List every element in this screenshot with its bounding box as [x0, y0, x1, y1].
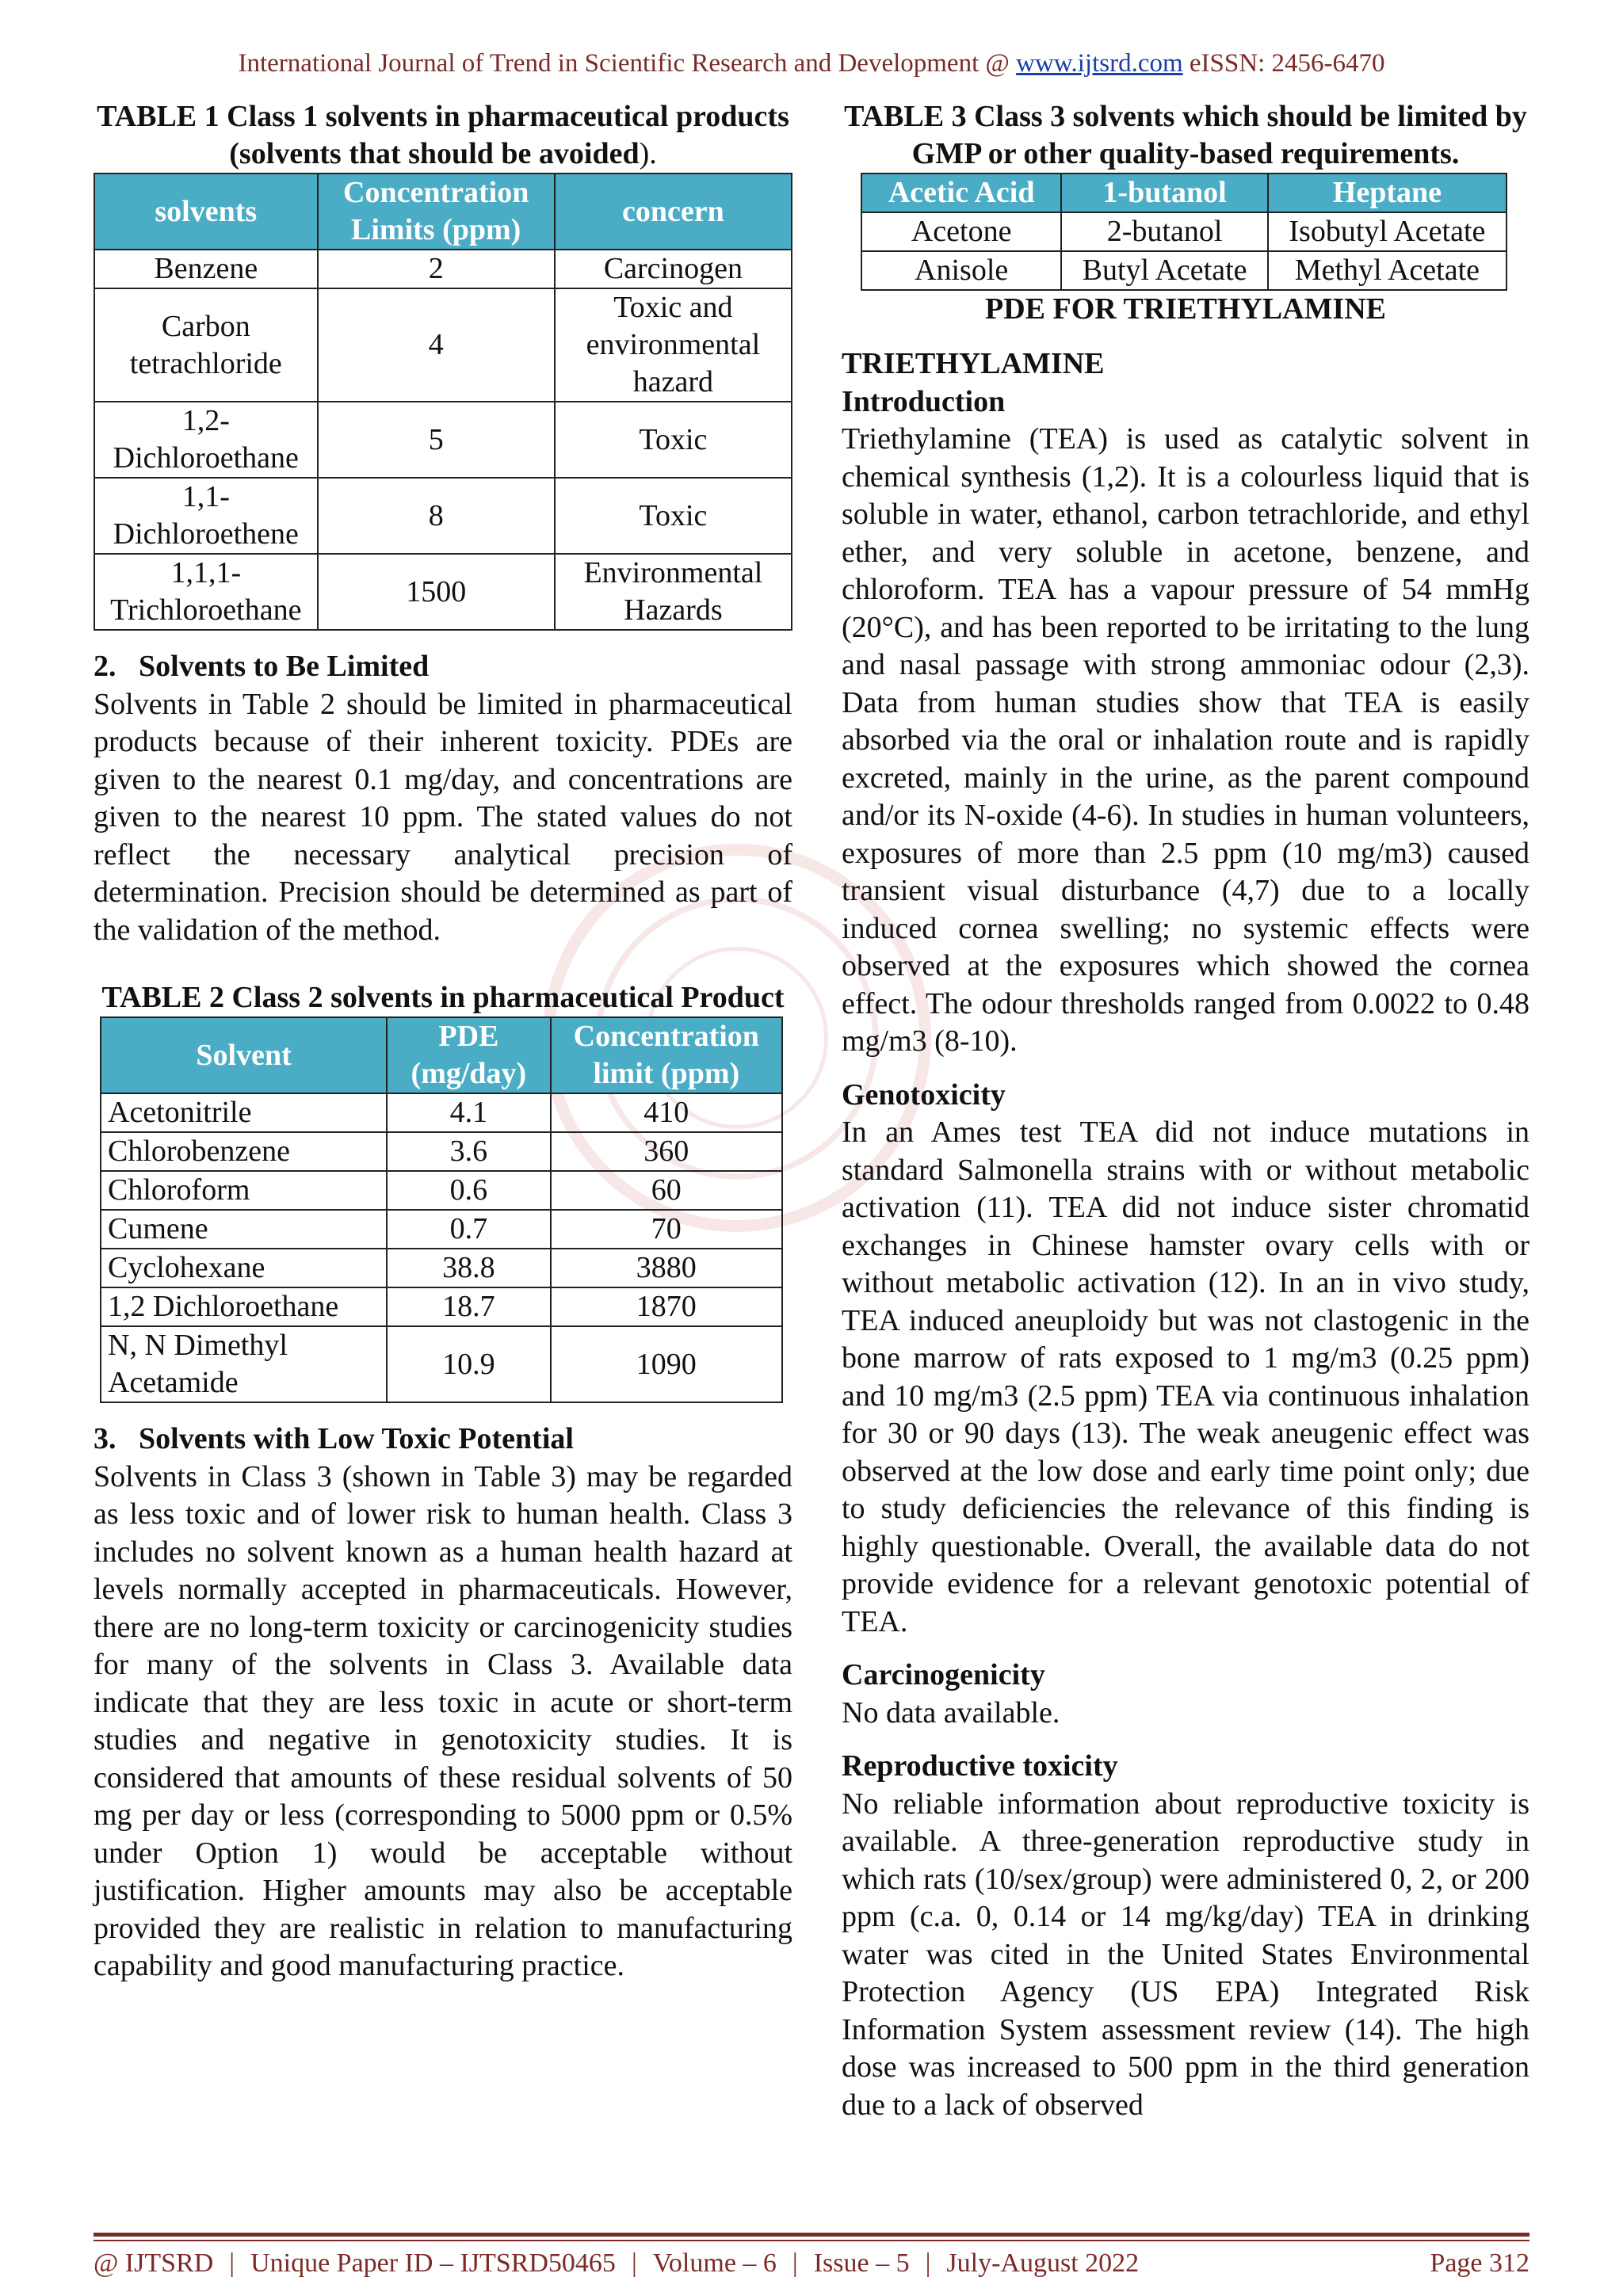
table-row: [101, 1093, 782, 1132]
table-row: [861, 251, 1507, 290]
table3-caption: TABLE 3 Class 3 solvents which should be limited by GMP or other quality-based requirements.: [844, 100, 1527, 170]
table-cell: Methyl Acetate: [1268, 251, 1507, 290]
table-header-cell: 1-butanol: [1061, 174, 1267, 212]
table-cell: 0.7: [387, 1210, 550, 1249]
table-cell: Environmental Hazards: [555, 554, 792, 630]
table-cell: Acetonitrile: [101, 1093, 387, 1132]
table-cell: 3880: [551, 1249, 782, 1287]
table-cell: Toxic and environmental hazard: [555, 288, 792, 402]
table-cell: Benzene: [94, 250, 318, 288]
table1-caption-text: TABLE 1 Class 1 solvents in pharmaceutical products (solvents that should be avoided: [97, 100, 789, 170]
eissn: eISSN: 2456-6470: [1189, 49, 1385, 78]
table2-class2-solvents: [100, 1016, 783, 1403]
footer-separator: |: [792, 2248, 798, 2278]
table-cell: N, N Dimethyl Acetamide: [101, 1326, 387, 1402]
table-cell: 1,2-Dichloroethane: [94, 402, 318, 478]
table-header-cell: PDE (mg/day): [387, 1017, 550, 1093]
table-header-cell: Solvent: [101, 1017, 387, 1093]
table-row: [94, 250, 792, 288]
table-row: [101, 1132, 782, 1171]
table-cell: Cumene: [101, 1210, 387, 1249]
table-cell: 8: [318, 478, 555, 554]
table-cell: Acetone: [861, 212, 1061, 251]
footer-separator: |: [925, 2248, 931, 2278]
section-3-heading: 3. Solvents with Low Toxic Potential: [94, 1422, 574, 1455]
table-cell: Isobutyl Acetate: [1268, 212, 1507, 251]
table2-caption: TABLE 2 Class 2 solvents in pharmaceutical Product: [101, 981, 785, 1014]
footer-rule-thick: [94, 2233, 1529, 2237]
footer-volume: Volume – 6: [652, 2248, 777, 2278]
table-cell: Carcinogen: [555, 250, 792, 288]
table-cell: 1500: [318, 554, 555, 630]
table-cell: 70: [551, 1210, 782, 1249]
section-2-paragraph: Solvents in Table 2 should be limited in pharmaceutical products because of their inherent toxicity. PDEs are given to the nearest 0.1 mg/day, and concentrations are given to the nearest 10 ppm. The stated values do not reflect the necessary analytical precision of determination. Precision should be determined as part of the validation of the method.: [94, 687, 792, 947]
table-header-cell: Concentration Limits (ppm): [318, 174, 555, 250]
table-row: [94, 402, 792, 478]
running-header: [0, 49, 1623, 78]
table-cell: Cyclohexane: [101, 1249, 387, 1287]
table-cell: 1,1,1-Trichloroethane: [94, 554, 318, 630]
carcinogenicity-heading: Carcinogenicity: [842, 1658, 1045, 1691]
introduction-heading: Introduction: [842, 384, 1006, 418]
table-row: [94, 288, 792, 402]
table-row: [861, 212, 1507, 251]
table-cell: 3.6: [387, 1132, 550, 1171]
reproductive-toxicity-heading: Reproductive toxicity: [842, 1749, 1118, 1783]
footer-paper-id: Unique Paper ID – IJTSRD50465: [250, 2248, 616, 2278]
table1-caption: [94, 98, 792, 173]
left-column: [94, 98, 792, 1985]
right-column: [842, 98, 1529, 2124]
table-header-cell: Concentration limit (ppm): [551, 1017, 782, 1093]
table-cell: 38.8: [387, 1249, 550, 1287]
table-row: [94, 478, 792, 554]
table-cell: 4: [318, 288, 555, 402]
table-row: [101, 1326, 782, 1402]
table-header-cell: Heptane: [1268, 174, 1507, 212]
table-row: [101, 1287, 782, 1326]
journal-name: International Journal of Trend in Scientific Research and Development @: [238, 49, 1010, 78]
table-cell: Chlorobenzene: [101, 1132, 387, 1171]
table-cell: Chloroform: [101, 1171, 387, 1210]
table-header-cell: solvents: [94, 174, 318, 250]
table-cell: Anisole: [861, 251, 1061, 290]
page-number: Page 312: [1430, 2248, 1529, 2278]
footer-date: July-August 2022: [946, 2248, 1140, 2278]
footer-journal: @ IJTSRD: [94, 2248, 214, 2278]
genotoxicity-heading: Genotoxicity: [842, 1077, 1006, 1112]
table-cell: 2: [318, 250, 555, 288]
table-header-cell: concern: [555, 174, 792, 250]
footer-issue: Issue – 5: [813, 2248, 910, 2278]
carcinogenicity-paragraph: No data available.: [842, 1695, 1060, 1730]
table-cell: 18.7: [387, 1287, 550, 1326]
table-header-cell: Acetic Acid: [861, 174, 1061, 212]
table-cell: 1090: [551, 1326, 782, 1402]
table-cell: Butyl Acetate: [1061, 251, 1267, 290]
table1-class1-solvents: [94, 173, 792, 631]
introduction-paragraph: Triethylamine (TEA) is used as catalytic solvent in chemical synthesis (1,2). It is a colourless liquid that is soluble in water, ethanol, carbon tetrachloride, and ethyl ether, and very soluble in acetone, benzene, and chloroform. TEA has a vapour pressure of 54 mmHg (20°C), and has been reported to be irritating to the lung and nasal passage with strong ammoniac odour (2,3). Data from human studies show that TEA is easily absorbed via the oral or inhalation route and is rapidly excreted, mainly in the urine, as the parent compound and/or its N-oxide (4-6). In studies in human volunteers, exposures of more than 2.5 ppm (10 mg/m3) caused transient visual disturbance (4,7) due to a locally induced cornea swelling; no systemic effects were observed at the exposures which showed the cornea effect. The odour thresholds ranged from 0.0022 to 0.48 mg/m3 (8-10).: [842, 422, 1529, 1058]
section-3-paragraph: Solvents in Class 3 (shown in Table 3) may be regarded as less toxic and of lower risk to human health. Class 3 includes no solvent known as a human health hazard at levels normally accepted in pharmaceuticals. However, there are no long-term toxicity or carcinogenicity studies for many of the solvents in Class 3. Available data indicate that they are less toxic in acute or short-term studies and negative in genotoxicity studies. It is considered that amounts of these residual solvents of 50 mg per day or less (corresponding to 5000 ppm or 0.5% under Option 1) would be acceptable without justification. Higher amounts may also be acceptable provided they are realistic in relation to manufacturing capability and good manufacturing practice.: [94, 1459, 792, 1982]
table-cell: 5: [318, 402, 555, 478]
table-row: [94, 554, 792, 630]
table-cell: Toxic: [555, 402, 792, 478]
table-cell: 0.6: [387, 1171, 550, 1210]
table-cell: 1870: [551, 1287, 782, 1326]
table1-caption-tail: ).: [639, 137, 657, 170]
table-cell: 4.1: [387, 1093, 550, 1132]
table-row: [101, 1171, 782, 1210]
table3-class3-solvents: [861, 173, 1507, 291]
reproductive-toxicity-paragraph: No reliable information about reproductive toxicity is available. A three-generation reproductive study in which rats (10/sex/group) were administered 0, 2, or 200 ppm (c.a. 0, 0.14 or 14 mg/kg/day) TEA in drinking water was cited in the United States Environmental Protection Agency (US EPA) Integrated Risk Information System assessment review (14). The high dose was increased to 500 ppm in the third generation due to a lack of observed: [842, 1787, 1529, 2122]
journal-url-link[interactable]: www.ijtsrd.com: [1016, 49, 1183, 78]
table-cell: Carbon tetrachloride: [94, 288, 318, 402]
page-footer: [94, 2248, 1529, 2279]
table-cell: Toxic: [555, 478, 792, 554]
section-2-heading: 2. Solvents to Be Limited: [94, 650, 430, 683]
tea-title: TRIETHYLAMINE: [842, 347, 1105, 380]
genotoxicity-paragraph: In an Ames test TEA did not induce mutations in standard Salmonella strains with or without metabolic activation (11). TEA did not induce sister chromatid exchanges in Chinese hamster ovary cells with or without metabolic activation (12). In an in vivo study, TEA induced aneuploidy but was not clastogenic in the bone marrow of rats exposed to 1 mg/m3 (0.25 ppm) and 10 mg/m3 (2.5 ppm) TEA via continuous inhalation for 30 or 90 days (13). The weak aneugenic effect was observed at the low dose and early time point only; due to study deficiencies the relevance of this finding is highly questionable. Overall, the available data do not provide evidence for a relevant genotoxic potential of TEA.: [842, 1116, 1529, 1638]
table-cell: 10.9: [387, 1326, 550, 1402]
pde-section-title: PDE FOR TRIETHYLAMINE: [984, 292, 1387, 326]
table-cell: 60: [551, 1171, 782, 1210]
footer-rule-thin: [94, 2240, 1529, 2241]
table-cell: 1,2 Dichloroethane: [101, 1287, 387, 1326]
table-cell: 360: [551, 1132, 782, 1171]
table-cell: 410: [551, 1093, 782, 1132]
table-row: [101, 1249, 782, 1287]
footer-separator: |: [631, 2248, 637, 2278]
footer-separator: |: [229, 2248, 235, 2278]
table-cell: 2-butanol: [1061, 212, 1267, 251]
table-cell: 1,1-Dichloroethene: [94, 478, 318, 554]
table-row: [101, 1210, 782, 1249]
